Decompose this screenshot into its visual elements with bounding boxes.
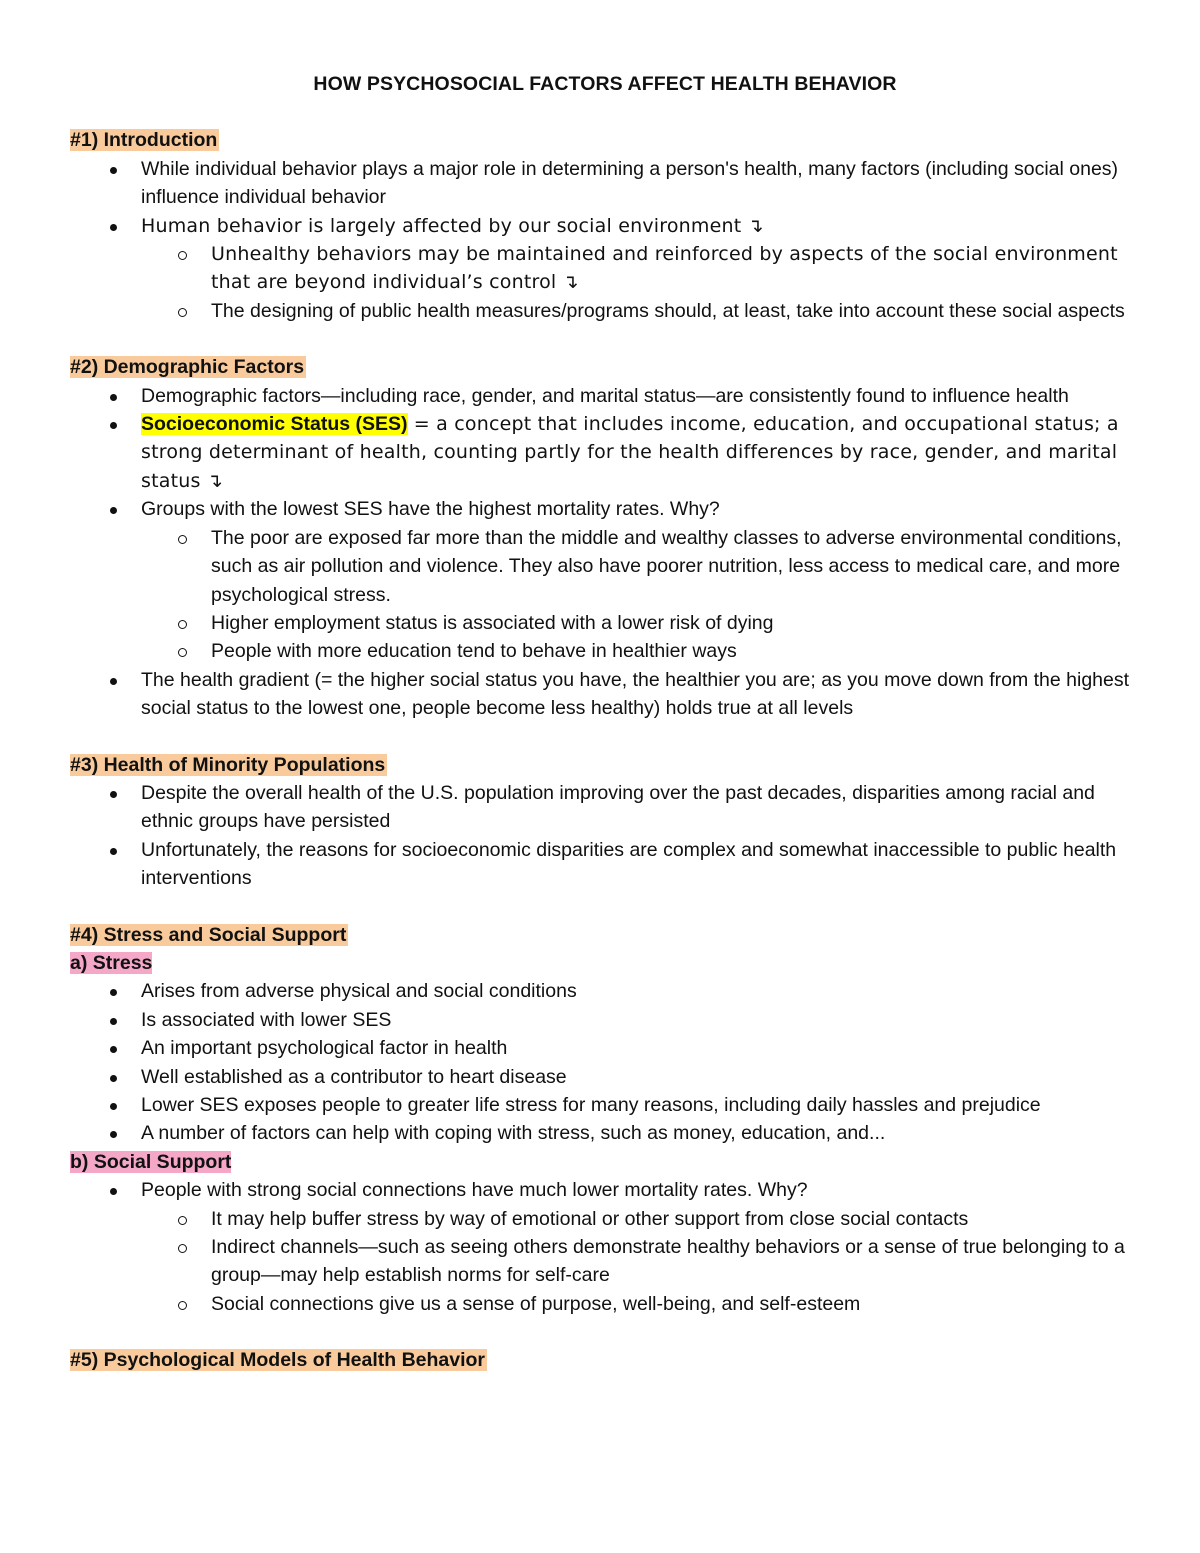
list-item: Unfortunately, the reasons for socioeconomic disparities are complex and somewhat inaccessible to public health interventions: [70, 836, 1140, 893]
subsection-heading-social-support: b) Social Support: [70, 1150, 232, 1173]
list-item: Well established as a contributor to heart disease: [70, 1063, 1140, 1091]
list-item: The health gradient (= the higher social status you have, the healthier you are; as you move down from the highest social status to the lowest one, people become less healthy) holds true at all levels: [70, 666, 1140, 723]
sub-list-item: Higher employment status is associated with a lower risk of dying: [70, 609, 1140, 637]
sub-list-item: The designing of public health measures/programs should, at least, take into account these social aspects: [70, 297, 1140, 325]
highlighted-term: Socioeconomic Status (SES): [141, 413, 408, 436]
list-item: Demographic factors—including race, gender, and marital status—are consistently found to influence health: [70, 382, 1140, 410]
sub-list-item: Social connections give us a sense of purpose, well-being, and self-esteem: [70, 1290, 1140, 1318]
list-item: Is associated with lower SES: [70, 1006, 1140, 1034]
term-definition: = a concept that includes income, education, and occupational status; a strong determinant of health, counting partly for the health differences by race, gender, and marital status ↴: [141, 413, 1119, 492]
list-item: Human behavior is largely affected by our social environment ↴: [70, 212, 1140, 240]
subsection-heading-stress: a) Stress: [70, 951, 153, 974]
section-introduction: [70, 126, 1140, 325]
list-item: While individual behavior plays a major role in determining a person's health, many factors (including social ones) influence individual behavior: [70, 155, 1140, 212]
section-heading: #4) Stress and Social Support: [70, 923, 347, 946]
section-demographic-factors: [70, 353, 1140, 722]
sub-list-item: It may help buffer stress by way of emotional or other support from close social contacts: [70, 1205, 1140, 1233]
bullet-list: [70, 382, 1140, 723]
list-item: People with strong social connections have much lower mortality rates. Why?: [70, 1176, 1140, 1204]
sub-list-item: People with more education tend to behave in healthier ways: [70, 637, 1140, 665]
list-item: A number of factors can help with coping with stress, such as money, education, and...: [70, 1119, 1140, 1147]
bullet-list: [70, 779, 1140, 893]
section-stress-social-support: [70, 921, 1140, 1319]
section-heading: #2) Demographic Factors: [70, 356, 305, 379]
section-minority-populations: [70, 751, 1140, 893]
list-item: Arises from adverse physical and social conditions: [70, 977, 1140, 1005]
list-item: An important psychological factor in health: [70, 1034, 1140, 1062]
bullet-list: [70, 977, 1140, 1147]
bullet-list: [70, 155, 1140, 325]
section-heading: #3) Health of Minority Populations: [70, 753, 386, 776]
document-title: HOW PSYCHOSOCIAL FACTORS AFFECT HEALTH BEHAVIOR: [313, 73, 897, 95]
list-item: Groups with the lowest SES have the highest mortality rates. Why?: [70, 495, 1140, 523]
list-item: Despite the overall health of the U.S. population improving over the past decades, disparities among racial and ethnic groups have persisted: [70, 779, 1140, 836]
sub-list-item: Indirect channels—such as seeing others demonstrate healthy behaviors or a sense of true belonging to a group—may help establish norms for self-care: [70, 1233, 1140, 1290]
section-heading: #1) Introduction: [70, 129, 218, 152]
section-psychological-models: [70, 1346, 1140, 1374]
sub-list-item: Unhealthy behaviors may be maintained and reinforced by aspects of the social environment that are beyond individual’s control ↴: [70, 240, 1140, 297]
list-item: [70, 410, 1140, 495]
section-heading: #5) Psychological Models of Health Behavior: [70, 1349, 486, 1372]
list-item: Lower SES exposes people to greater life stress for many reasons, including daily hassles and prejudice: [70, 1091, 1140, 1119]
sub-list-item: The poor are exposed far more than the middle and wealthy classes to adverse environmental conditions, such as air pollution and violence. They also have poorer nutrition, less access to medical care, and more psychological stress.: [70, 524, 1140, 609]
document-page: [70, 70, 1140, 1403]
bullet-list: [70, 1176, 1140, 1318]
